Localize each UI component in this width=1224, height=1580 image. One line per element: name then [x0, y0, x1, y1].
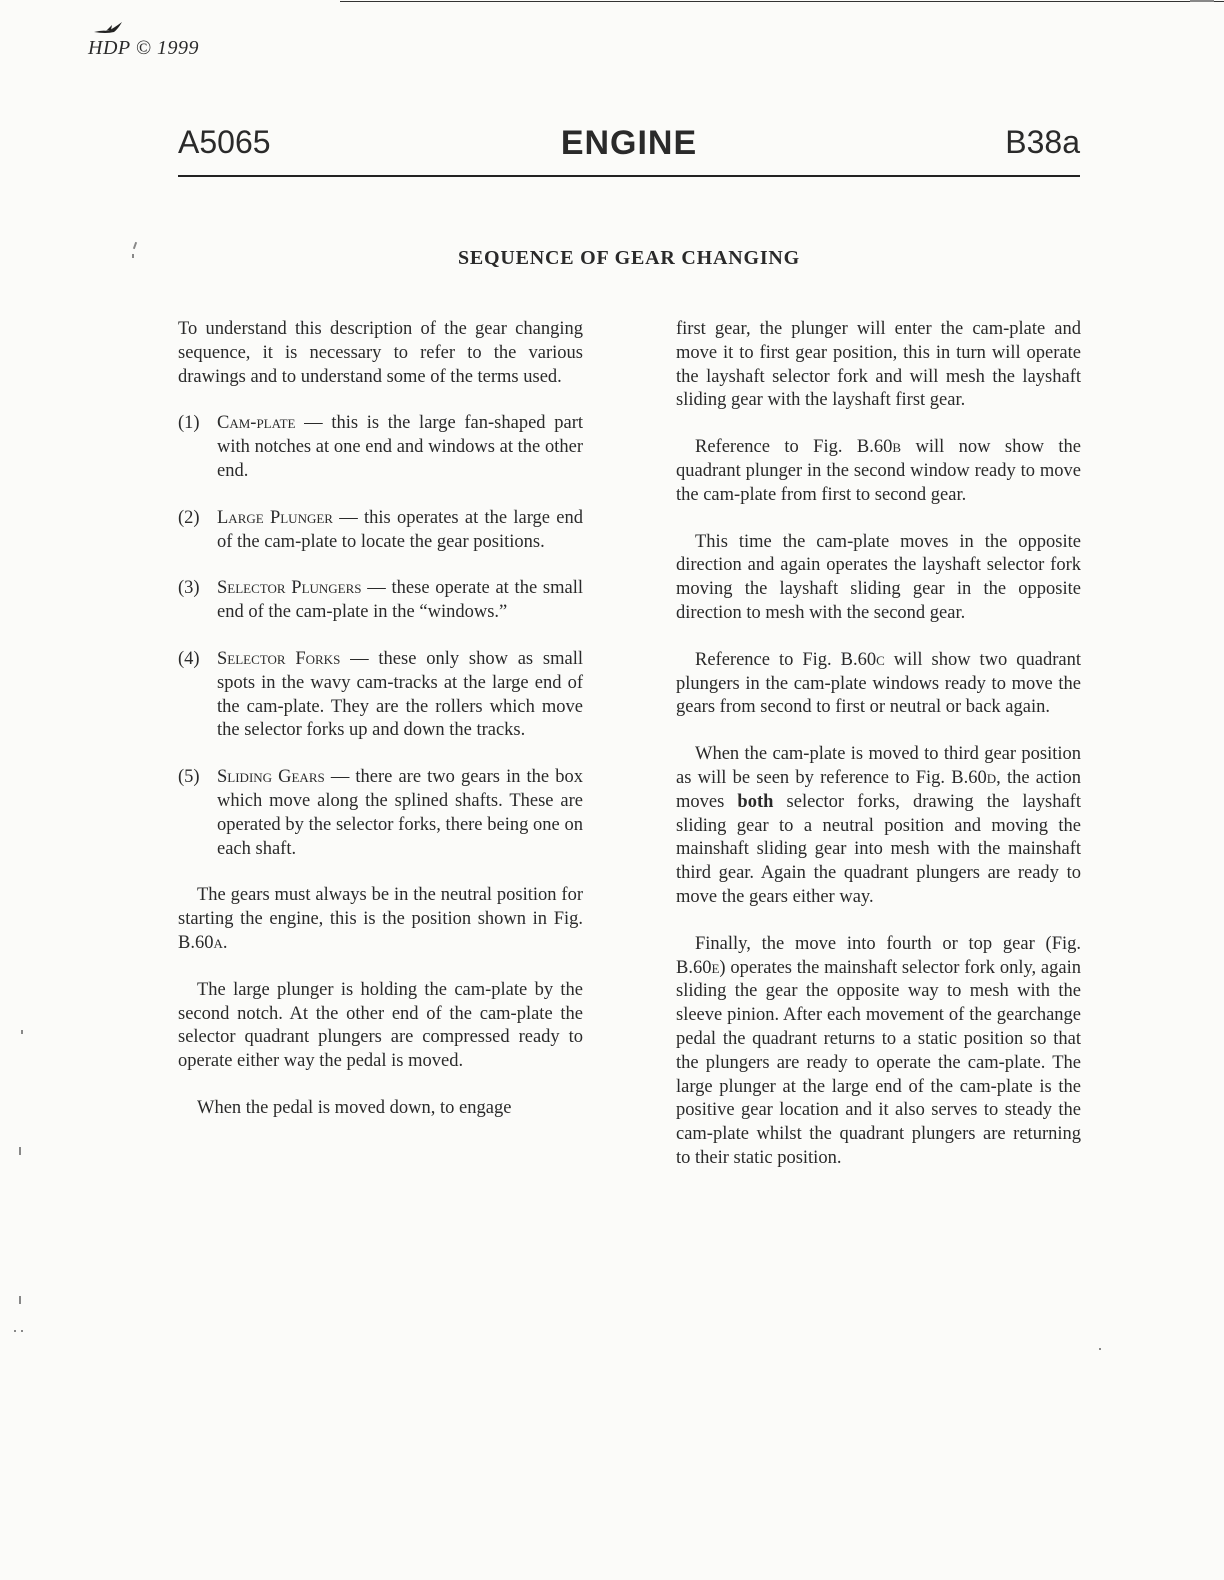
item-number: (3): [178, 578, 200, 599]
third-gear-paragraph: When the cam-plate is moved to third gear position as will be seen by reference to Fig. B.60d, the action moves both selector forks, drawing the layshaft sliding gear to a neutral position and moving the mainshaft sliding gear into mesh with the mainshaft third gear. Again the quadrant plungers are ready to move the gears either way.: [676, 744, 1081, 907]
list-item: [178, 648, 583, 743]
neutral-paragraph: The gears must always be in the neutral position for starting the engine, this is the position shown in Fig. B.60a.: [178, 885, 583, 953]
item-term: Sliding Gears: [217, 767, 325, 788]
item-number: (5): [178, 767, 200, 788]
item-number: (1): [178, 413, 200, 434]
pedal-paragraph: When the pedal is moved down, to engage: [197, 1097, 512, 1118]
item-text: — there are two gears in the box which move along the splined shafts. These are operated by the selector forks, there being one on each shaft.: [217, 767, 583, 859]
section-title: SEQUENCE OF GEAR CHANGING: [457, 247, 801, 269]
fig-b60c-paragraph: Reference to Fig. B.60c will show two quadrant plungers in the cam-plate windows ready to move the gears from second to first or neutral or back again.: [676, 649, 1081, 718]
item-text: — these only show as small spots in the wavy cam-tracks at the large end of the cam-plate. They are the rollers which move the selector forks up and down the tracks.: [217, 648, 584, 741]
item-text: — this operates at the large end of the cam-plate to locate the gear positions.: [217, 507, 583, 552]
item-term: Large Plunger: [217, 507, 333, 528]
right-column: [676, 318, 1081, 1194]
copyright-text: HDP © 1999: [88, 37, 199, 59]
part-number: A5065: [178, 124, 271, 160]
item-text: — this is the large fan-shaped part with notches at one end and windows at the other end.: [217, 413, 583, 481]
left-column: [178, 318, 583, 1144]
item-text: — these operate at the small end of the cam-plate in the “windows.”: [217, 578, 583, 623]
item-term: Selector Forks: [217, 648, 341, 669]
list-item: [178, 507, 583, 555]
first-gear-paragraph: first gear, the plunger will enter the cam-plate and move it to first gear position, this in turn will operate the layshaft selector fork and will mesh the layshaft sliding gear with the layshaft first gear.: [676, 319, 1081, 411]
opposite-direction-paragraph: This time the cam-plate moves in the opposite direction and again operates the layshaft selector fork moving the layshaft sliding gear in the opposite direction to mesh with the second gear.: [676, 531, 1081, 623]
item-number: (4): [178, 648, 200, 669]
bird-logo-icon: [92, 20, 128, 38]
list-item: [178, 412, 583, 483]
intro-paragraph: To understand this description of the gear changing sequence, it is necessary to refer to the various drawings and to understand some of the terms used.: [178, 319, 583, 387]
list-item: [178, 577, 583, 625]
top-gear-paragraph: Finally, the move into fourth or top gear (Fig. B.60e) operates the mainshaft selector fork only, again sliding the gear the opposite way to mesh with the sleeve pinion. After each movement of the gearchange pedal the quadrant returns to a static position so that the plungers are ready to operate the cam-plate. The large plunger at the large end of the cam-plate is the positive gear location and it also serves to steady the cam-plate whilst the quadrant plungers are returning to their static position.: [676, 933, 1081, 1168]
item-term: Selector Plungers: [217, 578, 362, 599]
page-title: ENGINE: [560, 124, 698, 162]
page-number: B38a: [1005, 124, 1080, 160]
fig-b60b-paragraph: Reference to Fig. B.60b will now show the quadrant plunger in the second window ready to move the cam-plate from first to second gear.: [676, 437, 1081, 505]
header-rule: [178, 175, 1080, 177]
list-item: [178, 766, 583, 861]
page-header: [178, 124, 1080, 170]
large-plunger-paragraph: The large plunger is holding the cam-plate by the second notch. At the other end of the cam-plate the selector quadrant plungers are compressed ready to operate either way the pedal is moved.: [178, 979, 583, 1072]
item-number: (2): [178, 507, 200, 528]
item-term: Cam-plate: [217, 413, 296, 434]
top-edge-line: [340, 1, 1224, 2]
publisher-mark: [88, 20, 218, 60]
